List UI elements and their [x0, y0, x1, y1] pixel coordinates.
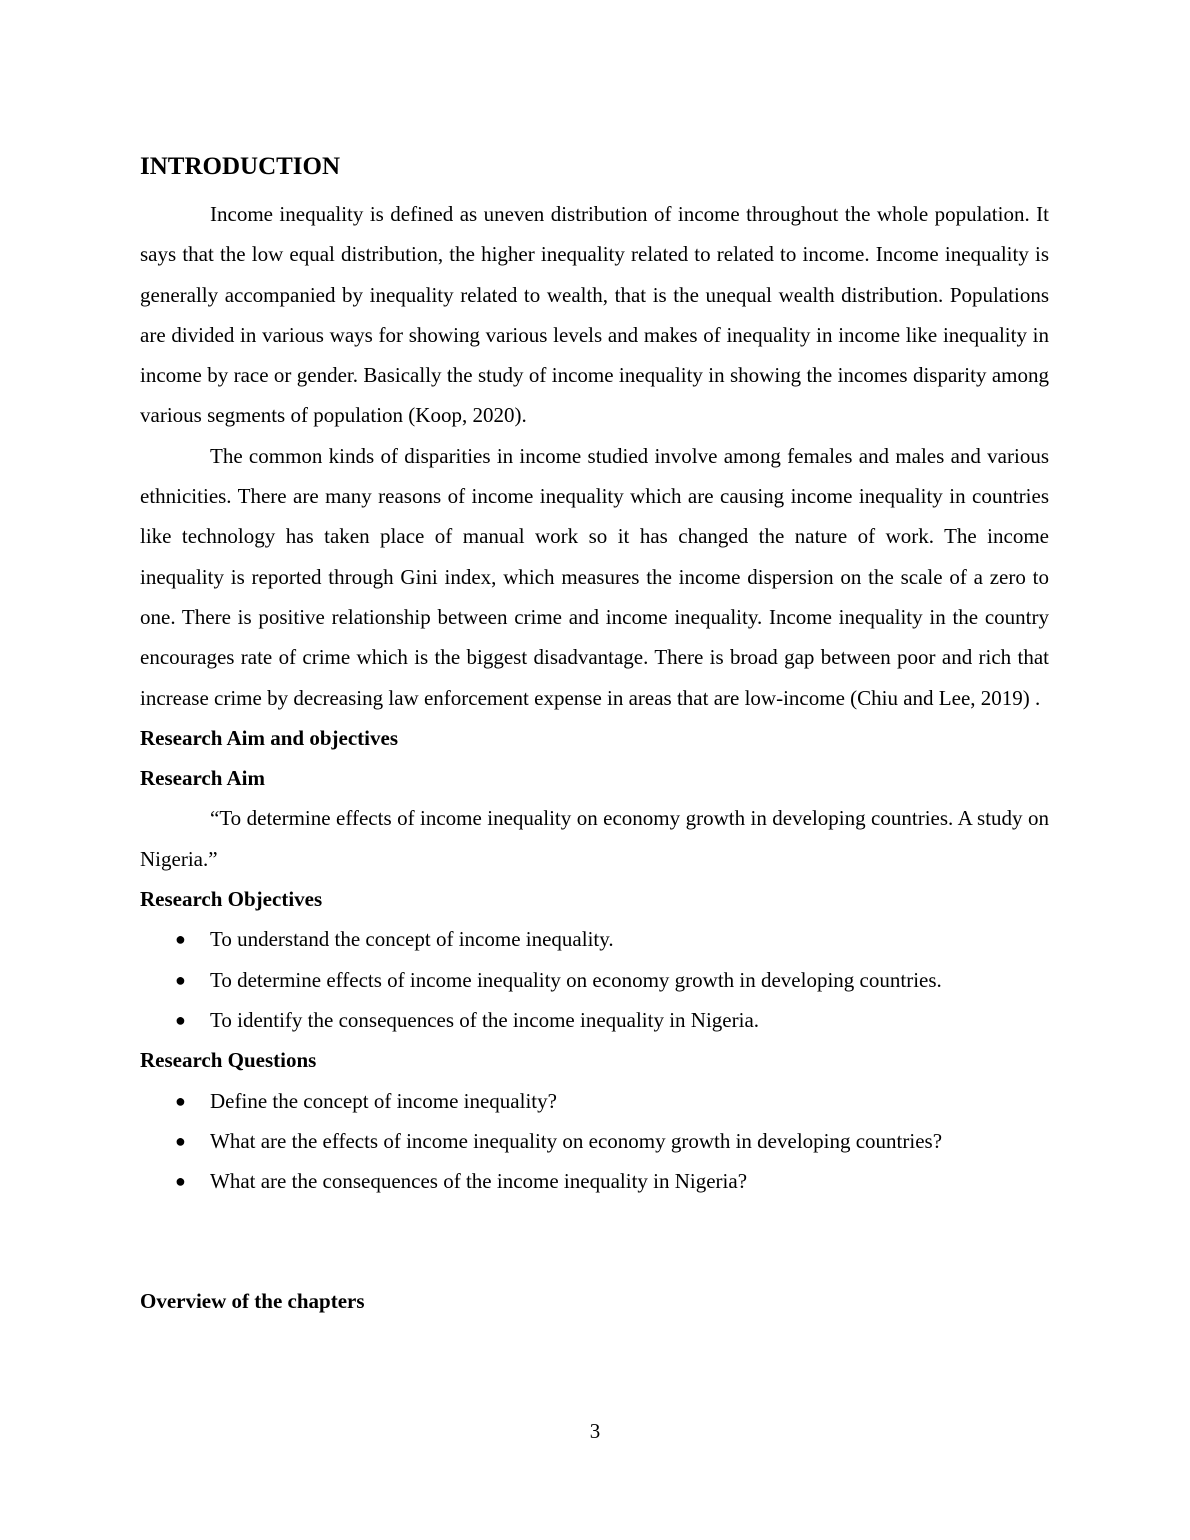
list-item — [140, 919, 1049, 959]
overview-heading: Overview of the chapters — [140, 1289, 365, 1314]
bullet-icon: ● — [175, 969, 186, 990]
list-item-text: What are the consequences of the income inequality in Nigeria? — [210, 1169, 748, 1194]
questions-heading: Research Questions — [140, 1048, 317, 1073]
bullet-icon: ● — [175, 1090, 186, 1111]
objectives-list — [140, 919, 1049, 1040]
list-item — [140, 1000, 1049, 1040]
list-item — [140, 1161, 1049, 1201]
bullet-icon: ● — [175, 1171, 186, 1192]
list-item-text: To determine effects of income inequality on economy growth in developing countries. — [210, 967, 942, 992]
page-content — [140, 150, 1049, 1322]
objectives-heading: Research Objectives — [140, 887, 323, 912]
section-title: INTRODUCTION — [140, 153, 341, 180]
aim-heading: Research Aim — [140, 766, 266, 791]
list-item — [140, 1081, 1049, 1121]
intro-paragraph-2: The common kinds of disparities in income studied involve among females and males and various ethnicities. There are many reasons of income inequality which are causing income inequality in countries like technology has taken place of manual work so it has changed the nature of work. The income inequality is reported through Gini index, which measures the income dispersion on the scale of a zero to one. There is positive relationship between crime and income inequality. Income inequality in the country encourages rate of crime which is the biggest disadvantage. There is broad gap between poor and rich that increase crime by decreasing law enforcement expense in areas that are low-income (Chiu and Lee, 2019) . — [140, 443, 1049, 710]
aim-objectives-heading: Research Aim and objectives — [140, 725, 398, 750]
list-item-text: To identify the consequences of the income inequality in Nigeria. — [210, 1007, 760, 1032]
list-item — [140, 960, 1049, 1000]
bullet-icon: ● — [175, 1009, 186, 1030]
list-item-text: What are the effects of income inequality on economy growth in developing countries? — [210, 1128, 943, 1153]
questions-list — [140, 1081, 1049, 1202]
bullet-icon: ● — [175, 1130, 186, 1151]
blank-space — [140, 1201, 1049, 1281]
intro-paragraph-1: Income inequality is defined as uneven distribution of income throughout the whole population. It says that the low equal distribution, the higher inequality related to related to income. Income inequality is generally accompanied by inequality related to wealth, that is the unequal wealth distribution. Populations are divided in various ways for showing various levels and makes of inequality in income like inequality in income by race or gender. Basically the study of income inequality in showing the incomes disparity among various segments of population (Koop, 2020). — [140, 202, 1049, 428]
bullet-icon: ● — [175, 929, 186, 950]
list-item-text: To understand the concept of income inequality. — [210, 927, 614, 952]
list-item — [140, 1121, 1049, 1161]
aim-text: “To determine effects of income inequality on economy growth in developing countries. A study on Nigeria.” — [140, 806, 1049, 871]
page-number: 3 — [589, 1419, 601, 1443]
list-item-text: Define the concept of income inequality? — [210, 1088, 557, 1113]
